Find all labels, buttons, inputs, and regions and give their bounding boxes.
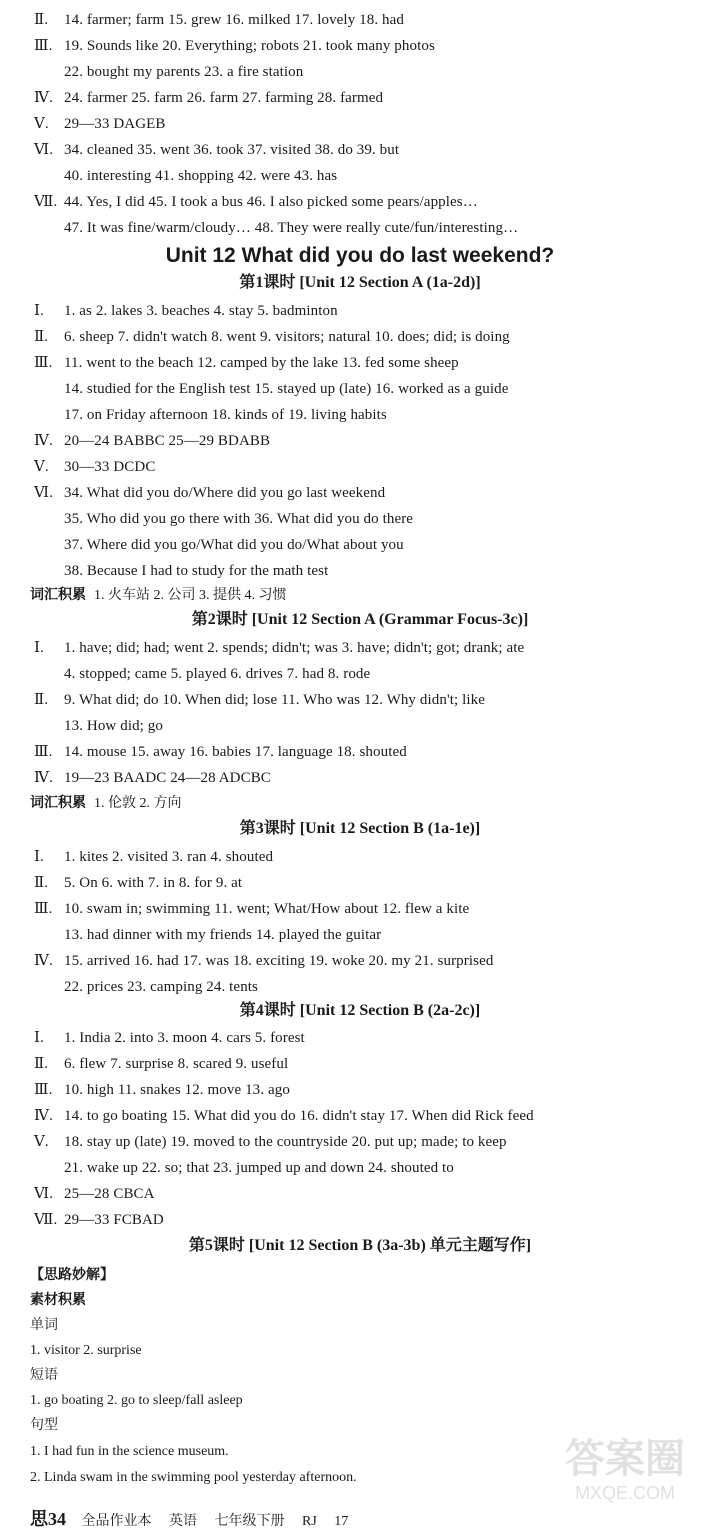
answer-line: [64, 1158, 454, 1178]
answer-text: 10. swam in; swimming 11. went; What/How about 12. flew a kite: [64, 901, 470, 917]
answer-line: [34, 899, 469, 919]
answer-text: 1. India 2. into 3. moon 4. cars 5. forest: [64, 1030, 305, 1046]
answer-text: 5. On 6. with 7. in 8. for 9. at: [64, 875, 243, 891]
footer-edition: RJ: [302, 1514, 317, 1529]
question-number: Ⅳ.: [34, 770, 53, 786]
vocab-label: 词汇积累: [30, 588, 86, 603]
answer-line: [34, 114, 166, 134]
answer-line: [34, 1132, 507, 1152]
answer-line: [64, 977, 258, 997]
question-number: Ⅴ.: [34, 1134, 49, 1150]
answer-line: [34, 873, 242, 893]
lesson1-vocab: [30, 586, 287, 606]
answer-text: 10. high 11. snakes 12. move 13. ago: [64, 1082, 290, 1098]
answer-line: [64, 405, 387, 425]
question-number: Ⅰ.: [34, 640, 44, 656]
answer-line: [34, 742, 407, 762]
watermark-logo: [550, 1436, 700, 1516]
question-number: Ⅳ.: [34, 1108, 53, 1124]
question-number: Ⅳ.: [34, 953, 53, 969]
footer-code: 17: [334, 1514, 349, 1529]
idea-heading: 【思路妙解】: [30, 1268, 114, 1283]
answer-text: 17. on Friday afternoon 18. kinds of 19. living habits: [64, 407, 387, 423]
answer-text: 34. What did you do/Where did you go last weekend: [64, 485, 386, 501]
answer-text: 11. went to the beach 12. camped by the lake 13. fed some sheep: [64, 355, 459, 371]
answer-text: 22. bought my parents 23. a fire station: [64, 64, 304, 80]
answer-line: [64, 509, 413, 529]
answer-text: 34. cleaned 35. went 36. took 37. visited 38. do 39. but: [64, 142, 400, 158]
answer-text: 18. stay up (late) 19. moved to the countryside 20. put up; made; to keep: [64, 1134, 507, 1150]
words-text: 1. visitor 2. surprise: [30, 1343, 142, 1358]
footer-grade: 七年级下册: [214, 1514, 285, 1529]
material-heading: 素材积累: [30, 1293, 86, 1308]
answer-line: [34, 1210, 164, 1230]
answer-text: 13. had dinner with my friends 14. played the guitar: [64, 927, 382, 943]
answer-text: 6. flew 7. surprise 8. scared 9. useful: [64, 1056, 289, 1072]
question-number: Ⅵ.: [34, 142, 54, 158]
answer-text: 29—33 FCBAD: [64, 1212, 164, 1228]
answer-line: [34, 847, 273, 867]
answer-line: [34, 140, 399, 160]
answer-text: 35. Who did you go there with 36. What did you do there: [64, 511, 414, 527]
answer-line: [64, 62, 303, 82]
vocab-text: 1. 伦敦 2. 方向: [94, 796, 182, 811]
page-number: 思34: [30, 1509, 66, 1529]
sentence-2: 2. Linda swam in the swimming pool yesterday afternoon.: [30, 1470, 357, 1485]
question-number: Ⅲ.: [34, 744, 53, 760]
answer-text: 47. It was fine/warm/cloudy… 48. They were really cute/fun/interesting…: [64, 220, 519, 236]
answer-line: [34, 690, 485, 710]
answer-text: 14. to go boating 15. What did you do 16. didn't stay 17. When did Rick feed: [64, 1108, 534, 1124]
question-number: Ⅱ.: [34, 329, 49, 345]
question-number: Ⅲ.: [34, 1082, 53, 1098]
words-label: 单词: [30, 1318, 58, 1333]
answer-text: 44. Yes, I did 45. I took a bus 46. I also picked some pears/apples…: [64, 194, 478, 210]
lesson2-vocab: [30, 794, 182, 814]
answer-line: [34, 327, 510, 347]
answer-text: 15. arrived 16. had 17. was 18. exciting 19. woke 20. my 21. surprised: [64, 953, 494, 969]
vocab-label: 词汇积累: [30, 796, 86, 811]
lesson1-title: 第1课时 [Unit 12 Section A (1a-2d)]: [239, 274, 481, 291]
answer-line: [64, 166, 337, 186]
answer-line: [34, 1080, 290, 1100]
question-number: Ⅱ.: [34, 12, 49, 28]
answer-line: [34, 10, 404, 30]
answer-line: [34, 431, 270, 451]
answer-text: 9. What did; do 10. When did; lose 11. Who was 12. Why didn't; like: [64, 692, 486, 708]
answer-line: [34, 768, 271, 788]
answer-text: 25—28 CBCA: [64, 1186, 155, 1202]
answer-line: [64, 535, 404, 555]
question-number: Ⅴ.: [34, 116, 49, 132]
answer-line: [34, 483, 385, 503]
answer-text: 13. How did; go: [64, 718, 163, 734]
question-number: Ⅵ.: [34, 1186, 54, 1202]
phrases-text: 1. go boating 2. go to sleep/fall asleep: [30, 1393, 243, 1408]
answer-line: [64, 925, 381, 945]
answer-line: [64, 561, 328, 581]
footer-brand: 全品作业本: [81, 1514, 152, 1529]
lesson4-title: 第4课时 [Unit 12 Section B (2a-2c)]: [239, 1002, 481, 1019]
question-number: Ⅱ.: [34, 875, 49, 891]
question-number: Ⅳ.: [34, 433, 53, 449]
question-number: Ⅶ.: [34, 1212, 58, 1228]
question-number: Ⅱ.: [34, 692, 49, 708]
answer-text: 4. stopped; came 5. played 6. drives 7. had 8. rode: [64, 666, 371, 682]
answer-text: 29—33 DAGEB: [64, 116, 166, 132]
question-number: Ⅳ.: [34, 90, 53, 106]
answer-text: 6. sheep 7. didn't watch 8. went 9. visitors; natural 10. does; did; is doing: [64, 329, 510, 345]
answer-line: [64, 664, 370, 684]
answer-line: [34, 951, 493, 971]
answer-text: 1. kites 2. visited 3. ran 4. shouted: [64, 849, 274, 865]
answer-line: [34, 36, 435, 56]
answer-text: 37. Where did you go/What did you do/What about you: [64, 537, 404, 553]
answer-text: 14. studied for the English test 15. stayed up (late) 16. worked as a guide: [64, 381, 509, 397]
answer-text: 14. farmer; farm 15. grew 16. milked 17. lovely 18. had: [64, 12, 404, 28]
question-number: Ⅶ.: [34, 194, 58, 210]
lesson2-title: 第2课时 [Unit 12 Section A (Grammar Focus-3c)]: [191, 611, 529, 628]
answer-text: 19—23 BAADC 24—28 ADCBC: [64, 770, 271, 786]
answer-line: [34, 1054, 288, 1074]
answer-text: 38. Because I had to study for the math test: [64, 563, 329, 579]
phrases-label: 短语: [30, 1368, 58, 1383]
question-number: Ⅲ.: [34, 355, 53, 371]
answer-text: 19. Sounds like 20. Everything; robots 21. took many photos: [64, 38, 435, 54]
question-number: Ⅰ.: [34, 303, 44, 319]
sentence-1: 1. I had fun in the science museum.: [30, 1444, 229, 1459]
answer-line: [34, 353, 459, 373]
answer-text: 14. mouse 15. away 16. babies 17. language 18. shouted: [64, 744, 407, 760]
question-number: Ⅰ.: [34, 1030, 44, 1046]
answer-line: [34, 1184, 155, 1204]
lesson5-title: 第5课时 [Unit 12 Section B (3a-3b) 单元主题写作]: [188, 1237, 532, 1254]
question-number: Ⅰ.: [34, 849, 44, 865]
answer-text: 21. wake up 22. so; that 23. jumped up and down 24. shouted to: [64, 1160, 454, 1176]
answer-line: [64, 218, 518, 238]
vocab-text: 1. 火车站 2. 公司 3. 提供 4. 习惯: [94, 588, 287, 603]
answer-text: 22. prices 23. camping 24. tents: [64, 979, 258, 995]
answer-text: 24. farmer 25. farm 26. farm 27. farming 28. farmed: [64, 90, 384, 106]
answer-line: [34, 301, 338, 321]
answer-line: [34, 1106, 534, 1126]
question-number: Ⅵ.: [34, 485, 54, 501]
answer-text: 40. interesting 41. shopping 42. were 43. has: [64, 168, 338, 184]
answer-line: [34, 192, 478, 212]
answer-line: [34, 1028, 305, 1048]
question-number: Ⅱ.: [34, 1056, 49, 1072]
sentences-label: 句型: [30, 1418, 58, 1433]
answer-text: 20—24 BABBC 25—29 BDABB: [64, 433, 271, 449]
answer-text: 1. as 2. lakes 3. beaches 4. stay 5. badminton: [64, 303, 338, 319]
answer-line: [34, 457, 155, 477]
question-number: Ⅲ.: [34, 38, 53, 54]
answer-line: [64, 716, 163, 736]
question-number: Ⅴ.: [34, 459, 49, 475]
answer-line: [34, 638, 524, 658]
answer-line: [64, 379, 508, 399]
unit-title: Unit 12 What did you do last weekend?: [165, 244, 555, 267]
answer-text: 30—33 DCDC: [64, 459, 156, 475]
page-footer: [30, 1505, 362, 1531]
watermark-text: 答案圈: [565, 1437, 685, 1481]
answer-line: [34, 88, 383, 108]
watermark-url: MXQE.COM: [574, 1483, 675, 1503]
footer-subject: 英语: [169, 1514, 197, 1529]
question-number: Ⅲ.: [34, 901, 53, 917]
lesson3-title: 第3课时 [Unit 12 Section B (1a-1e)]: [239, 820, 481, 837]
answer-text: 1. have; did; had; went 2. spends; didn't; was 3. have; didn't; got; drank; ate: [64, 640, 525, 656]
